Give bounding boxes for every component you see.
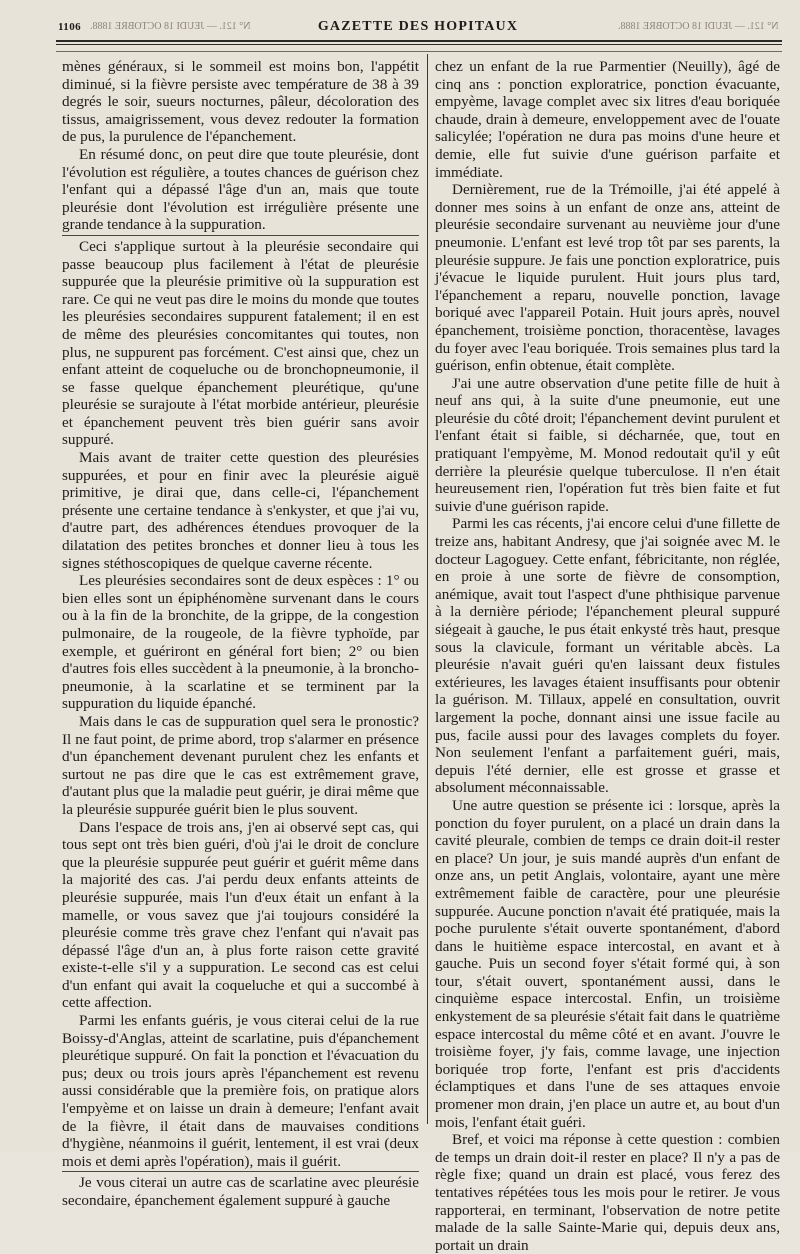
header-rule-under [56,51,782,52]
paragraph: Dans l'espace de trois ans, j'en ai observé sept cas, qui tous sept ont très bien guéri, d'où j'ai le droit de conclure que la pleurésie suppurée peut guérir et guérit même dans la majorité des cas. J'ai perdu deux enfants atteints de pleurésie suppurée, mais l'un d'eux était un enfant à la mamelle, or vous savez que j'ai toujours considéré la pleurésie comme très grave chez l'enfant qui n'avait pas dépassé l'âge d'un an, à plus forte raison cette gravité existe-t-elle s'il y a suppuration. Le second cas est celui d'un enfant qui avait la coqueluche et qui a succombé à cette affection. [62,818,419,1012]
paragraph: Parmi les cas récents, j'ai encore celui d'une fillette de treize ans, habitant Andresy, que j'ai soignée avec M. le docteur Lagoguey. Cette enfant, fébricitante, non réglée, en proie à une sorte de fièvre de consomption, anémique, avait tout l'aspect d'une phthisique parvenue à la dernière période; l'épanchement pleural suppuré siégeait à gauche, le pus était enkysté très haut, presque sous la clavicule, formant un véritable abcès. La pleurésie n'avait guéri qu'en laissant deux fistules extérieures, les lavages étaient insuffisants pour obtenir la guérison. M. Tillaux, appelé en consultation, ouvrit largement la poche, donnant ainsi une issue facile au pus, facile aussi pour des lavages complets du foyer. Non seulement l'enfant a parfaitement guéri, mais, depuis l'été dernier, elle est grosse et grasse et absolument méconnaissable. [435,515,780,797]
paragraph: Ceci s'applique surtout à la pleurésie secondaire qui passe beaucoup plus facilement à l'état de pleurésie suppurée que la pleurésie primitive où la suppuration est rare. Ce qui ne veut pas dire le moins du monde que toutes les pleurésies secondaires suppurent fatalement; il en est de même des pleurésies concomitantes qui toutes, non plus, ne suppurent pas forcément. C'est ainsi que, chez un enfant atteint de coqueluche ou de bronchopneumonie, il se fasse quelque épanchement pleurétique, qu'une pleurésie se surajoute à l'état morbide antérieur, pleurésie et épanchement peuvent très bien guérir sans avoir suppuré. [62,237,419,449]
paragraph: Je vous citerai un autre cas de scarlatine avec pleurésie secondaire, épanchement également suppuré à gauche [62,1174,419,1209]
paragraph-separator [62,235,419,236]
paragraph-separator [62,1171,419,1172]
paragraph: En résumé donc, on peut dire que toute pleurésie, dont l'évolution est régulière, a toutes chances de guérison chez l'enfant qui a dépassé l'âge d'un an, mais que toute pleurésie dont l'évolution est irrégulière présente une grande tendance à la suppuration. [62,145,419,234]
paragraph: J'ai une autre observation d'une petite fille de huit à neuf ans qui, à la suite d'une pneumonie, eut une pleurésie du côté droit; l'épanchement devint purulent et l'enfant était si faible, si décharnée, que, tout en pratiquant l'empyème, M. Monod redoutait qu'il y eût derrière la pleurésie quelque tuberculose. Il n'en était heureusement rien, l'opération fut très bien faite et fut suivie d'une guérison rapide. [435,374,780,515]
journal-title: GAZETTE DES HOPITAUX [317,19,519,34]
paragraph: Mais dans le cas de suppuration quel sera le pronostic? Il ne faut point, de prime abord, trop s'alarmer en présence d'un épanchement devenant purulent chez les enfants et surtout ne pas dire que le cas est extrêmement grave, d'autant plus que la maladie peut guérir, je dirai même que la pleurésie suppurée guérit bien le plus souvent. [62,712,419,818]
paragraph: chez un enfant de la rue Parmentier (Neuilly), âgé de cinq ans : ponction exploratrice, ponction évacuante, empyème, lavage complet avec six litres d'eau boriquée chaude, drain à demeure, enveloppement avec de l'ouate salicylée; l'opération ne dura pas moins d'une heure et demie, elle fut suivie d'une guérison parfaite et immédiate. [435,58,780,181]
paragraph: mènes généraux, si le sommeil est moins bon, l'appétit diminué, si la fièvre persiste avec température de 38 à 39 degrés le soir, sueurs nocturnes, pâleur, décoloration des tissus, amaigrissement, vous devez redouter la formation de pus, la purulence de l'épanchement. [62,58,419,146]
paragraph: Une autre question se présente ici : lorsque, après la ponction du foyer purulent, on a placé un drain dans la cavité pleurale, combien de temps ce drain doit-il rester en place? Un jour, je suis mandé auprès d'un enfant de onze ans, un petit Anglais, volontaire, ayant une mère extrêmement faible de caractère, pour une pleurésie suppurée. Aucune ponction n'avait été pratiquée, mais la poche purulente s'était ouverte spontanément, d'abord dans le huitième espace intercostal, en avant et à gauche. Puis un second foyer s'était formé qui, à son tour, s'était ouvert, spontanément aussi, dans le cinquième espace intercostal. Enfin, un troisième enkystement de sa pleurésie s'était fait dans le quatrième espace intercostal du même côté et en avant. J'ouvre le troisième foyer, j'y fais, comme lavage, une injection boriquée trop forte, l'enfant est pris d'accidents éclamptiques et dans l'une de ses attaques envoie promener mon drain, j'en place un autre et, au bout d'un mois, l'enfant était guéri. [435,796,780,1131]
paragraph: Parmi les enfants guéris, je vous citerai celui de la rue Boissy-d'Anglas, atteint de scarlatine, puis d'épanchement pleurétique suppuré. On fait la ponction et l'évacuation du pus; deux ou trois jours après l'épanchement est revenu aussi considérable que la première fois, on pratique alors l'empyème et on laisse un drain à demeure; l'enfant avait de la fièvre, il était dans de mauvaises conditions d'hygiène, néanmoins il guérit, lentement, il est vrai (deux mois et demi après l'opération), mais il guérit. [62,1012,419,1170]
column-divider [427,54,428,1124]
page-number: 1106 [58,21,81,33]
paragraph: Mais avant de traiter cette question des pleurésies suppurées, et pour en finir avec la pleurésie aiguë primitive, je dirai que, dans celle-ci, l'épanchement présente une certaine tendance à s'enkyster, et que j'ai vu, d'autre part, des adhérences étendues provoquer de la dilatation des petites bronches et donner lieu à tous les signes stéthoscopiques de quelque caverne récente. [62,449,419,572]
page-header [54,14,782,40]
header-rule-thick [56,40,782,42]
header-rule-thin [56,44,782,45]
paragraph: Les pleurésies secondaires sont de deux espèces : 1° ou bien elles sont un épiphénomène survenant dans le cours ou à la fin de la bronchite, de la grippe, de la congestion pulmonaire, de la rougeole, de la fièvre typhoïde, par exemple, et guériront en général fort bien; 2° ou bien d'autres fois elles succèdent à la pneumonie, à la broncho-pneumonie, à la scarlatine et se terminent par la suppuration du liquide épanché. [62,572,419,713]
paragraph: Bref, et voici ma réponse à cette question : combien de temps un drain doit-il rester en place? Il n'y a pas de règle fixe; quand un drain est placé, vous ferez des tentatives répétées tous les mois pour le retirer. Je vous rapporterai, en terminant, l'observation de notre petite malade de la salle Sainte-Marie qui, depuis deux ans, portait un drain [435,1131,780,1254]
bleed-through-date-left: N° 121. — JEUDI 18 OCTOBRE 1888. [90,21,251,32]
bleed-through-date-right: N° 121. — JEUDI 18 OCTOBRE 1888. [617,21,778,32]
paragraph: Dernièrement, rue de la Trémoille, j'ai été appelé à donner mes soins à un enfant de onze ans, atteint de pleurésie secondaire survenant au neuvième jour d'une pneumonie. L'enfant est levé trop tôt par ses parents, la pleurésie suppure. Je fais une ponction exploratrice, puis j'évacue le liquide purulent. Huit jours plus tard, l'épanchement a reparu, nouvelle ponction, lavage boriqué avec l'appareil Potain. Huit jours après, nouvel épanchement, troisième ponction, thoracentèse, lavages du foyer avec l'eau boriquée. Trois semaines plus tard la guérison, enfin obtenue, était complète. [435,181,780,375]
left-column [62,58,419,1209]
right-column [435,58,780,1254]
